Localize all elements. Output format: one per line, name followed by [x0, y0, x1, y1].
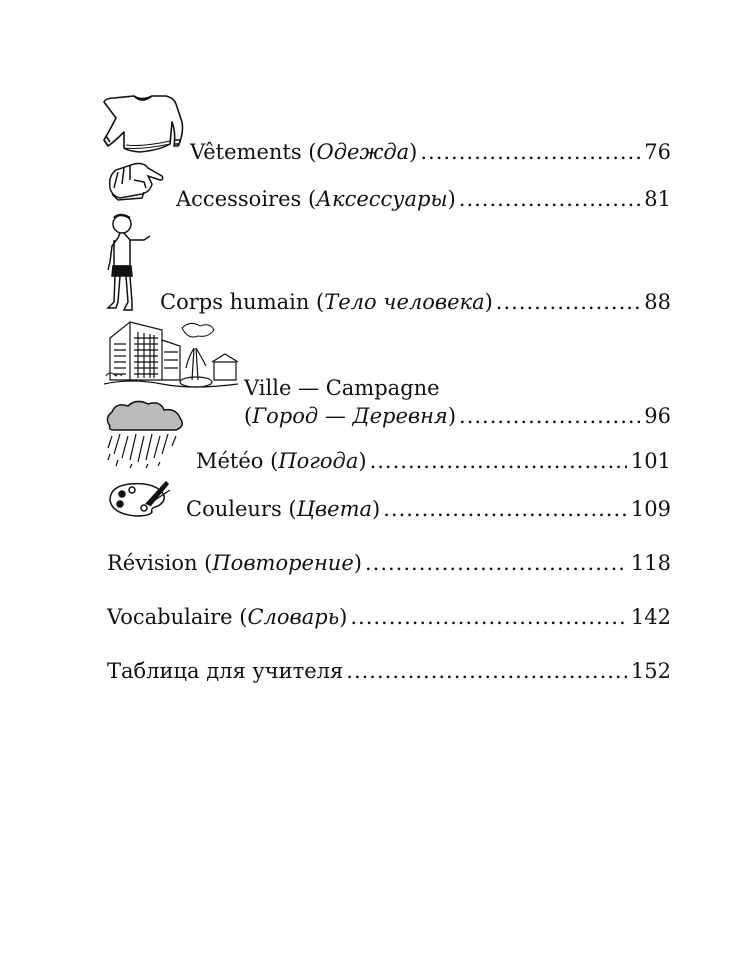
entry-title: Vêtements (Одежда) — [190, 140, 418, 164]
sweater-icon — [100, 88, 186, 158]
dot-leader — [420, 135, 640, 169]
dot-leader — [383, 492, 627, 526]
page-number: 142 — [630, 605, 671, 629]
dot-leader — [365, 546, 627, 580]
entry-title: Corps humain (Тело человека) — [160, 290, 493, 314]
entry-title: Météo (Погода) — [196, 449, 367, 473]
toc-entry-corps[interactable] — [160, 285, 671, 319]
dot-leader — [370, 444, 627, 478]
page-number: 88 — [644, 290, 671, 314]
dot-leader — [496, 285, 640, 319]
dot-leader — [350, 600, 627, 634]
entry-title: Accessoires (Аксессуары) — [176, 187, 456, 211]
boy-figure-icon — [100, 210, 160, 314]
entry-title: Révision (Повторение) — [107, 551, 362, 575]
dot-leader — [459, 399, 640, 433]
page-number: 152 — [630, 659, 671, 683]
page-number: 109 — [630, 497, 671, 521]
dot-leader — [459, 182, 641, 216]
page-number: 101 — [630, 449, 671, 473]
toc-entry-meteo[interactable] — [196, 444, 671, 478]
toc-entry-vocabulaire[interactable] — [107, 600, 671, 634]
gloves-icon — [104, 158, 166, 204]
toc-entry-accessoires[interactable] — [176, 182, 671, 216]
entry-title: Таблица для учителя — [107, 659, 344, 683]
city-buildings-icon — [102, 318, 240, 392]
dot-leader — [346, 654, 627, 688]
entry-title: (Город — Деревня) — [244, 404, 457, 428]
page-number: 96 — [644, 404, 671, 428]
entry-title: Vocabulaire (Словарь) — [107, 605, 348, 629]
toc-entry-revision[interactable] — [107, 546, 671, 580]
toc-entry-ville[interactable] — [244, 399, 671, 433]
toc-entry-ville-line1: Ville — Campagne — [244, 376, 440, 400]
page-number: 118 — [630, 551, 671, 575]
entry-title: Couleurs (Цвета) — [186, 497, 381, 521]
toc-entry-couleurs[interactable] — [186, 492, 671, 526]
rain-cloud-icon — [102, 398, 188, 470]
page-number: 76 — [644, 140, 671, 164]
toc-entry-tableau[interactable] — [107, 654, 671, 688]
page-number: 81 — [644, 187, 671, 211]
palette-icon — [106, 478, 172, 518]
toc-entry-vetements[interactable] — [190, 135, 671, 169]
